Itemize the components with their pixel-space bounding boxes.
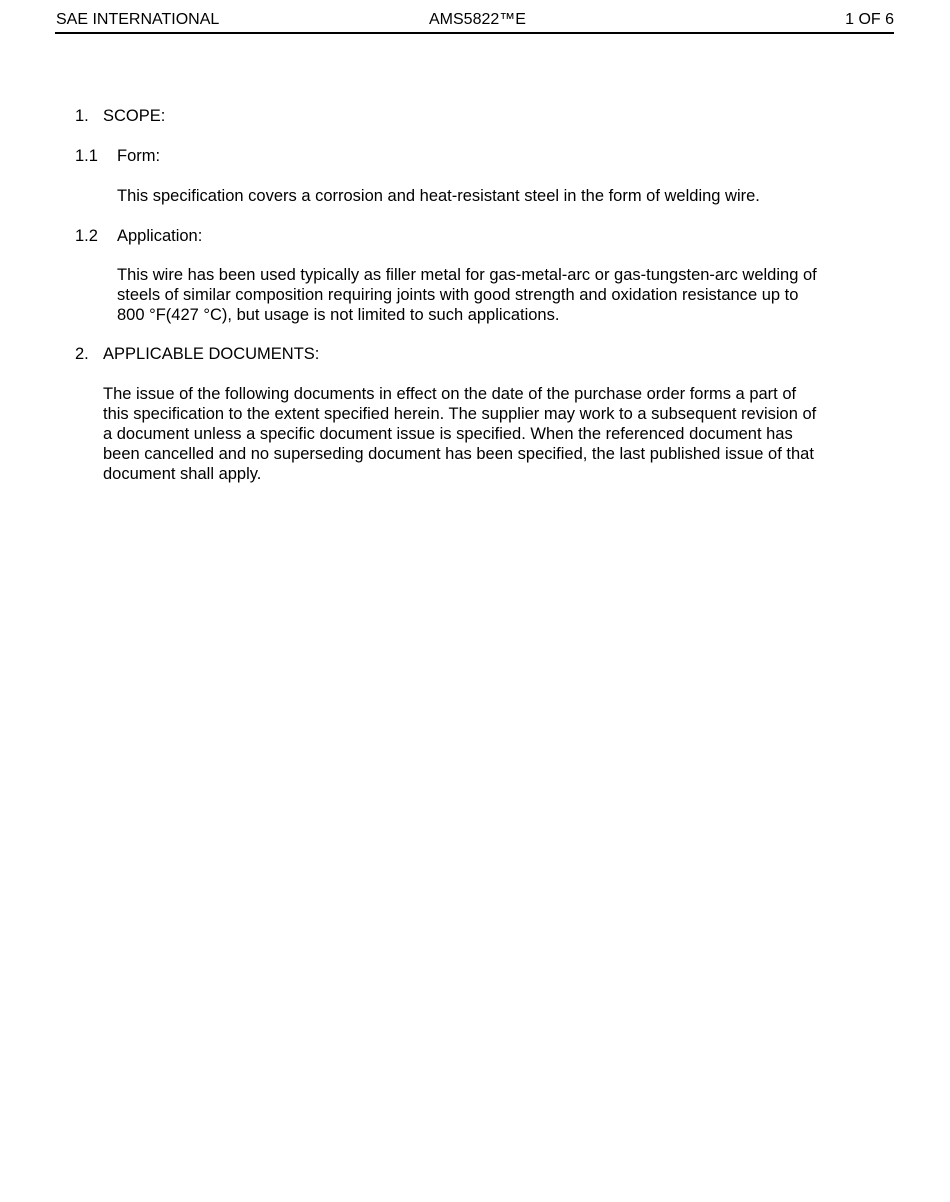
paragraph-line: 800 °F(427 °C), but usage is not limited to such applications. (117, 306, 560, 324)
section-title: APPLICABLE DOCUMENTS: (103, 345, 320, 363)
section-1-heading (75, 106, 166, 126)
paragraph-line: been cancelled and no superseding document has been specified, the last published issue of that (103, 445, 814, 463)
header-document-number: AMS5822™E (429, 11, 526, 28)
section-1-1-heading (75, 146, 161, 166)
section-number: 1.1 (75, 147, 98, 165)
header-page-number: 1 OF 6 (845, 11, 894, 28)
section-2-heading (75, 344, 320, 364)
section-title: SCOPE: (103, 107, 166, 125)
section-1-2-body (117, 265, 817, 325)
paragraph-line: This specification covers a corrosion and heat-resistant steel in the form of welding wire. (117, 187, 760, 205)
header-organization: SAE INTERNATIONAL (56, 11, 220, 28)
paragraph-line: steels of similar composition requiring joints with good strength and oxidation resistance up to (117, 286, 799, 304)
section-number: 2. (75, 345, 89, 363)
section-number: 1.2 (75, 227, 98, 245)
paragraph-line: this specification to the extent specified herein. The supplier may work to a subsequent revision of (103, 405, 817, 423)
section-number: 1. (75, 107, 89, 125)
page-header (55, 10, 894, 34)
section-1-2-heading (75, 226, 203, 246)
section-title: Form: (117, 147, 161, 165)
section-1-1-body (117, 186, 760, 206)
section-2-body (103, 384, 816, 484)
paragraph-line: This wire has been used typically as filler metal for gas-metal-arc or gas-tungsten-arc welding of (117, 266, 817, 284)
paragraph-line: document shall apply. (103, 465, 262, 483)
paragraph-line: The issue of the following documents in effect on the date of the purchase order forms a part of (103, 385, 797, 403)
section-title: Application: (117, 227, 203, 245)
paragraph-line: a document unless a specific document issue is specified. When the referenced document has (103, 425, 793, 443)
